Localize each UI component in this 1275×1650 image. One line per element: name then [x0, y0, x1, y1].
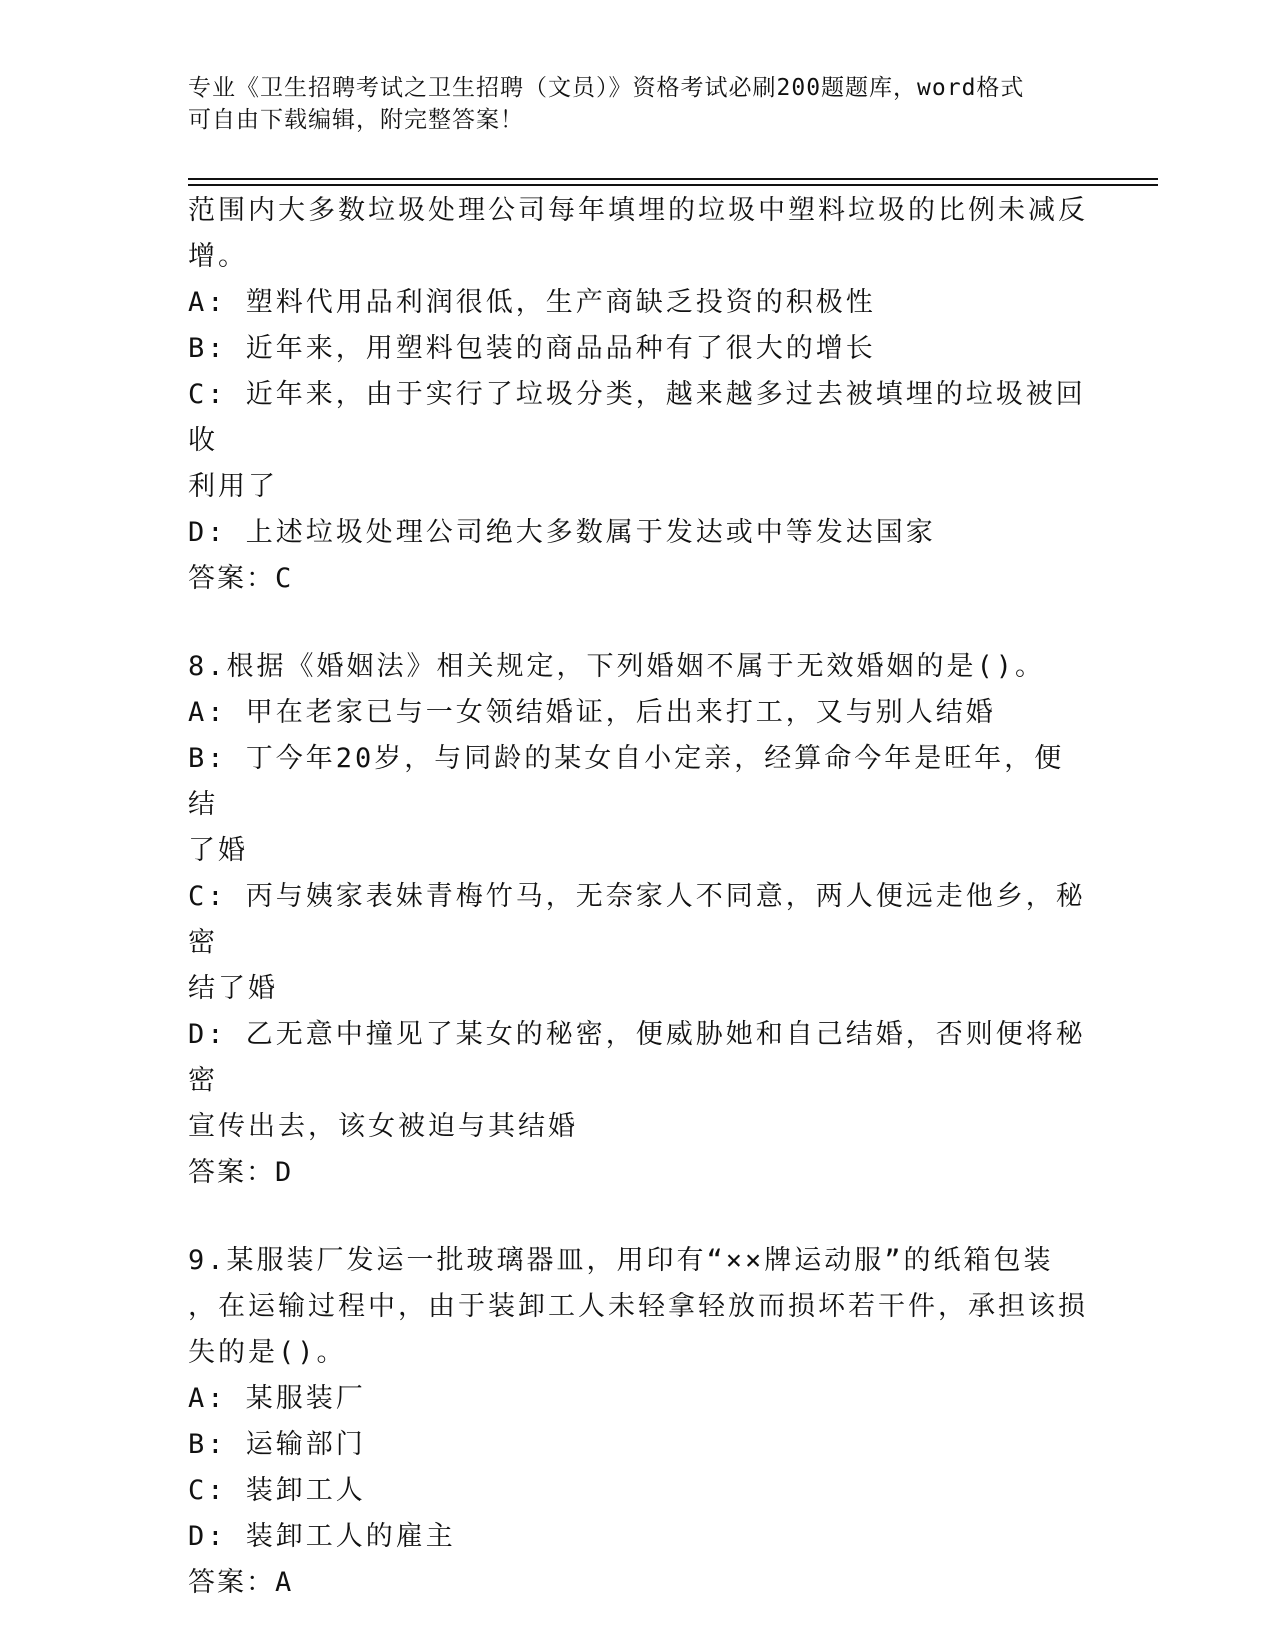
- option-a: A: 某服装厂: [188, 1383, 366, 1414]
- header-rule-bottom: [188, 184, 1158, 186]
- question-text-line: 9.某服装厂发运一批玻璃器皿，用印有“××牌运动服”的纸箱包装: [188, 1245, 1054, 1276]
- option-c-continued: 结了婚: [188, 973, 278, 1004]
- question-text-line: 范围内大多数垃圾处理公司每年填埋的垃圾中塑料垃圾的比例未减反: [188, 195, 1088, 226]
- question-text-line: 8.根据《婚姻法》相关规定，下列婚姻不属于无效婚姻的是()。: [188, 651, 1046, 682]
- question-block-7: [188, 188, 1088, 602]
- document-body: [188, 188, 1088, 1648]
- header-line-2: 可自由下载编辑，附完整答案！: [188, 107, 524, 133]
- question-text-line: 失的是()。: [188, 1337, 347, 1368]
- option-a: A: 甲在老家已与一女领结婚证，后出来打工，又与别人结婚: [188, 697, 996, 728]
- answer-row: [188, 1150, 1088, 1196]
- answer-value: C: [275, 563, 295, 594]
- option-b: B: 丁今年20岁，与同龄的某女自小定亲，经算命今年是旺年，便结: [188, 743, 1065, 820]
- option-c-continued: 利用了: [188, 471, 278, 502]
- answer-row: [188, 1560, 1088, 1606]
- option-c: C: 丙与姨家表妹青梅竹马，无奈家人不同意，两人便远走他乡，秘密: [188, 881, 1086, 958]
- option-b: B: 近年来，用塑料包装的商品品种有了很大的增长: [188, 333, 876, 364]
- answer-label: 答案：: [188, 563, 275, 594]
- option-d-continued: 宣传出去，该女被迫与其结婚: [188, 1111, 578, 1142]
- header-line-1: 专业《卫生招聘考试之卫生招聘（文员）》资格考试必刷200题题库，word格式: [188, 75, 1025, 101]
- answer-label: 答案：: [188, 1567, 275, 1598]
- option-b-continued: 了婚: [188, 835, 248, 866]
- option-a: A: 塑料代用品利润很低，生产商缺乏投资的积极性: [188, 287, 876, 318]
- question-block-9: [188, 1238, 1088, 1606]
- question-block-8: [188, 644, 1088, 1196]
- option-d: D: 乙无意中撞见了某女的秘密，便威胁她和自己结婚，否则便将秘密: [188, 1019, 1086, 1096]
- question-text-line: ，在运输过程中，由于装卸工人未轻拿轻放而损坏若干件，承担该损: [188, 1291, 1088, 1322]
- option-d: D: 上述垃圾处理公司绝大多数属于发达或中等发达国家: [188, 517, 936, 548]
- answer-value: D: [275, 1157, 295, 1188]
- question-text-line: 增。: [188, 241, 248, 272]
- option-c: C: 近年来，由于实行了垃圾分类，越来越多过去被填埋的垃圾被回收: [188, 379, 1086, 456]
- option-d: D: 装卸工人的雇主: [188, 1521, 456, 1552]
- answer-row: [188, 556, 1088, 602]
- option-b: B: 运输部门: [188, 1429, 366, 1460]
- header-rule-top: [188, 178, 1158, 180]
- answer-label: 答案：: [188, 1157, 275, 1188]
- option-c: C: 装卸工人: [188, 1475, 366, 1506]
- answer-value: A: [275, 1567, 295, 1598]
- document-header: [188, 72, 1068, 136]
